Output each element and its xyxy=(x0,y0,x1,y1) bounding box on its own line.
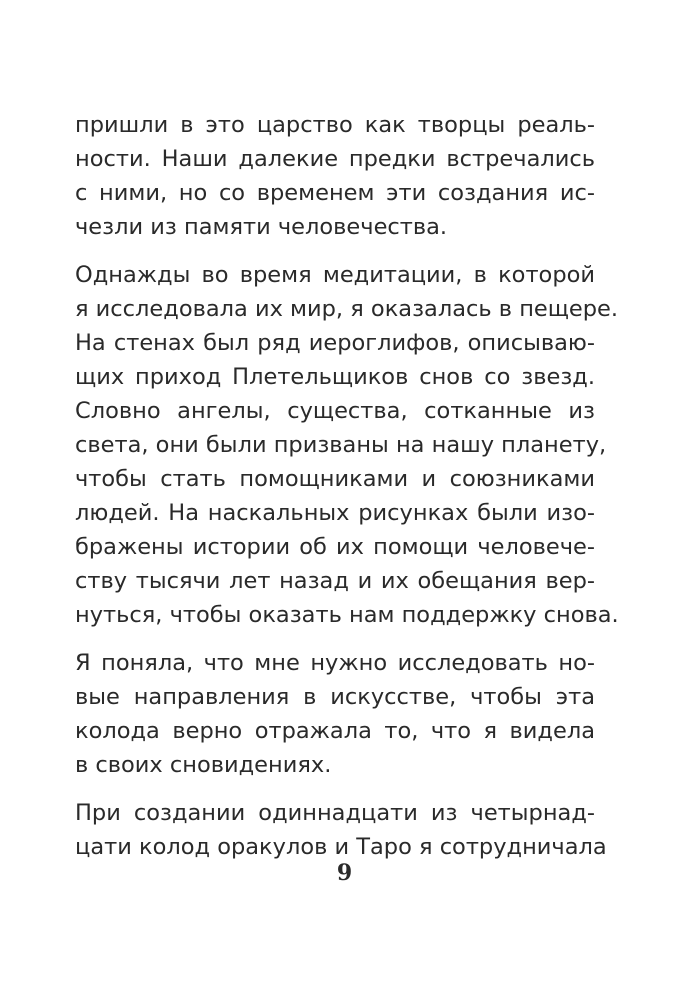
text-line: щих приход Плетельщиков снов со звезд. xyxy=(75,364,595,390)
text-line: На стенах был ряд иероглифов, описываю- xyxy=(75,330,595,356)
text-line: вые направления в искусстве, чтобы эта xyxy=(75,684,595,710)
text-line: нуться, чтобы оказать нам поддержку снова. xyxy=(75,602,619,628)
text-line: в своих сновидениях. xyxy=(75,752,332,778)
text-line: я исследовала их мир, я оказалась в пещере. xyxy=(75,296,619,322)
text-line: ности. Наши далекие предки встречались xyxy=(75,146,595,172)
text-line: Однажды во время медитации, в которой xyxy=(75,262,595,288)
text-line: колода верно отражала то, что я видела xyxy=(75,718,595,744)
text-line: с ними, но со временем эти создания ис- xyxy=(75,180,595,206)
text-line: бражены истории об их помощи человече- xyxy=(75,534,595,560)
paragraph-2 xyxy=(75,258,619,632)
paragraph-4 xyxy=(75,796,607,864)
text-line: света, они были призваны на нашу планету, xyxy=(75,432,607,458)
text-line: пришли в это царство как творцы реаль- xyxy=(75,112,595,138)
text-line: Я поняла, что мне нужно исследовать но- xyxy=(75,650,595,676)
paragraph-1 xyxy=(75,108,595,244)
text-line: людей. На наскальных рисунках были изо- xyxy=(75,500,595,526)
paragraph-3 xyxy=(75,646,595,782)
text-line: Словно ангелы, существа, сотканные из xyxy=(75,398,595,424)
text-line: При создании одиннадцати из четырнад- xyxy=(75,800,595,826)
text-line: цати колод оракулов и Таро я сотрудничала xyxy=(75,834,607,860)
body-text xyxy=(75,108,619,878)
text-line: чтобы стать помощниками и союзниками xyxy=(75,466,595,492)
page-number: 9 xyxy=(336,860,353,886)
text-line: ству тысячи лет назад и их обещания вер- xyxy=(75,568,595,594)
text-line: чезли из памяти человечества. xyxy=(75,214,448,240)
